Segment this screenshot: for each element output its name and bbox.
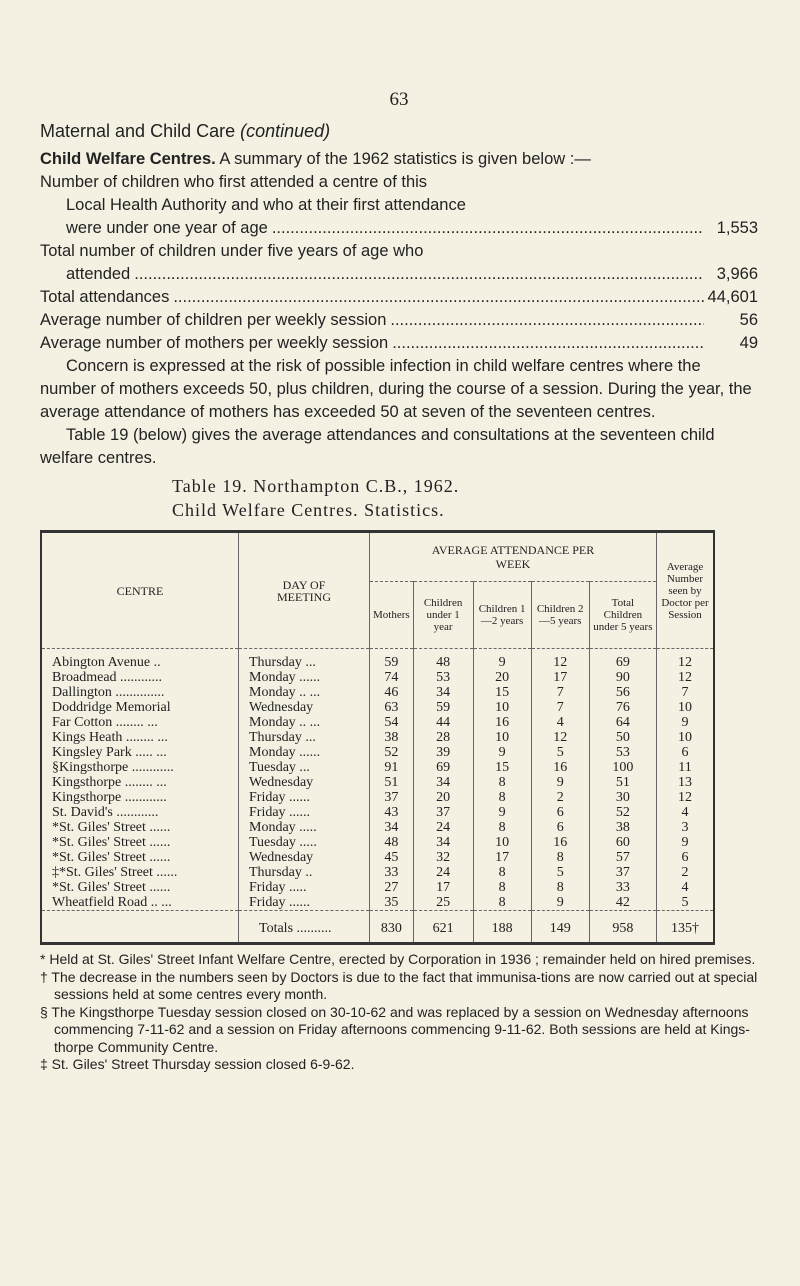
- footnote: † The decrease in the numbers seen by Doctors is due to the fact that immunisa-tions are now carried out at special sessions held at some centres every month.: [40, 968, 758, 1002]
- value-cell: 3: [657, 820, 715, 835]
- stat-line: [40, 194, 758, 217]
- value-cell: 90: [589, 670, 656, 685]
- centre-cell: Doddridge Memorial: [41, 700, 239, 715]
- value-cell: 51: [589, 775, 656, 790]
- value-cell: 6: [531, 805, 589, 820]
- value-cell: 9: [473, 805, 531, 820]
- stat-line: [40, 171, 758, 194]
- value-cell: 59: [413, 700, 473, 715]
- table-row: [41, 715, 714, 730]
- value-cell: 46: [370, 685, 414, 700]
- header-1-2: Children 1—2 years: [473, 582, 531, 649]
- value-cell: 10: [473, 730, 531, 745]
- stats-list: [40, 171, 758, 355]
- table-row: [41, 790, 714, 805]
- value-cell: 34: [413, 685, 473, 700]
- value-cell: 39: [413, 745, 473, 760]
- page-number: 63: [389, 89, 409, 110]
- footnote: § The Kingsthorpe Tuesday session closed on 30-10-62 and was replaced by a session on Wednesday afternoons commencing 7-11-62 and a session on Friday afternoons commencing 9-11-62. Both sessions are held at Kings-thorpe Community Centre.: [40, 1003, 750, 1055]
- value-cell: 12: [657, 649, 715, 671]
- value-cell: 20: [473, 670, 531, 685]
- value-cell: 12: [531, 730, 589, 745]
- centre-cell: Dallington ..............: [41, 685, 239, 700]
- value-cell: 54: [370, 715, 414, 730]
- stat-line: [40, 217, 758, 240]
- value-cell: 52: [589, 805, 656, 820]
- intro: [40, 148, 758, 171]
- header-mothers: Mothers: [370, 582, 414, 649]
- day-cell: Friday ......: [239, 895, 370, 911]
- centre-cell: Far Cotton ........ ...: [41, 715, 239, 730]
- stat-label: attended: [66, 265, 131, 283]
- value-cell: 6: [657, 745, 715, 760]
- value-cell: 16: [531, 835, 589, 850]
- value-cell: 34: [413, 835, 473, 850]
- statistics-table: [40, 530, 715, 945]
- heading-text: Maternal and Child Care: [40, 121, 236, 141]
- day-cell: Monday .....: [239, 820, 370, 835]
- header-2-5: Children 2—5 years: [531, 582, 589, 649]
- table-row: [41, 760, 714, 775]
- value-cell: 7: [531, 685, 589, 700]
- day-cell: Tuesday ...: [239, 760, 370, 775]
- footnote: * Held at St. Giles' Street Infant Welfare Centre, erected by Corporation in 1936 ; remainder held on hired premises.: [40, 951, 756, 967]
- value-cell: 60: [589, 835, 656, 850]
- totals-cell: 188: [473, 911, 531, 944]
- header-day: DAY OF MEETING: [239, 532, 370, 649]
- leader-dots: [134, 263, 704, 286]
- stat-label: Total attendances: [40, 288, 170, 306]
- centre-cell: §Kingsthorpe ............: [41, 760, 239, 775]
- value-cell: 28: [413, 730, 473, 745]
- value-cell: 15: [473, 685, 531, 700]
- value-cell: 11: [657, 760, 715, 775]
- stat-label: were under one year of age: [66, 219, 268, 237]
- centre-cell: *St. Giles' Street ......: [41, 835, 239, 850]
- leader-dots: [392, 332, 704, 355]
- centre-cell: ‡*St. Giles' Street ......: [41, 865, 239, 880]
- totals-cell: 621: [413, 911, 473, 944]
- value-cell: 10: [657, 730, 715, 745]
- day-cell: Wednesday: [239, 700, 370, 715]
- value-cell: 25: [413, 895, 473, 911]
- value-cell: 12: [657, 790, 715, 805]
- stat-line: [40, 240, 758, 263]
- day-cell: Wednesday: [239, 775, 370, 790]
- table-row: [41, 850, 714, 865]
- value-cell: 59: [370, 649, 414, 671]
- value-cell: 100: [589, 760, 656, 775]
- value-cell: 7: [531, 700, 589, 715]
- value-cell: 34: [413, 775, 473, 790]
- value-cell: 53: [589, 745, 656, 760]
- value-cell: 37: [370, 790, 414, 805]
- value-cell: 33: [589, 880, 656, 895]
- value-cell: 10: [473, 700, 531, 715]
- stat-line: [40, 286, 758, 309]
- day-cell: Thursday ..: [239, 865, 370, 880]
- stat-label: Average number of mothers per weekly session: [40, 334, 389, 352]
- stat-value: 49: [739, 334, 758, 352]
- day-cell: Friday .....: [239, 880, 370, 895]
- value-cell: 9: [657, 835, 715, 850]
- value-cell: 16: [531, 760, 589, 775]
- value-cell: 8: [531, 850, 589, 865]
- footnotes: [40, 951, 758, 1074]
- paragraph-1: Concern is expressed at the risk of possible infection in child welfare centres where the number of mothers exceeds 50, plus children, during the course of a session. During the year, the average attendance of mothers has exceeded 50 at seven of the seventeen centres.: [40, 357, 752, 421]
- table-row: [41, 895, 714, 911]
- value-cell: 13: [657, 775, 715, 790]
- value-cell: 44: [413, 715, 473, 730]
- value-cell: 4: [657, 880, 715, 895]
- leader-dots: [390, 309, 704, 332]
- value-cell: 5: [657, 895, 715, 911]
- centre-cell: *St. Giles' Street ......: [41, 850, 239, 865]
- header-under1: Children under 1 year: [413, 582, 473, 649]
- stat-line: [40, 263, 758, 286]
- value-cell: 8: [473, 865, 531, 880]
- intro-bold: Child Welfare Centres.: [40, 150, 216, 168]
- value-cell: 33: [370, 865, 414, 880]
- value-cell: 64: [589, 715, 656, 730]
- paragraph-2: Table 19 (below) gives the average attendances and consultations at the seventeen child welfare centres.: [40, 426, 715, 467]
- value-cell: 12: [531, 649, 589, 671]
- value-cell: 45: [370, 850, 414, 865]
- value-cell: 53: [413, 670, 473, 685]
- value-cell: 63: [370, 700, 414, 715]
- centre-cell: Wheatfield Road .. ...: [41, 895, 239, 911]
- stat-label: Total number of children under five years of age who: [40, 242, 424, 260]
- value-cell: 9: [473, 745, 531, 760]
- day-cell: Friday ......: [239, 790, 370, 805]
- value-cell: 8: [473, 775, 531, 790]
- value-cell: 2: [531, 790, 589, 805]
- value-cell: 8: [473, 880, 531, 895]
- stat-value: 1,553: [716, 219, 758, 237]
- table-row: [41, 745, 714, 760]
- value-cell: 17: [531, 670, 589, 685]
- stat-line: [40, 309, 758, 332]
- value-cell: 27: [370, 880, 414, 895]
- footnote: ‡ St. Giles' Street Thursday session closed 6-9-62.: [40, 1056, 355, 1072]
- value-cell: 91: [370, 760, 414, 775]
- table-title: Table 19. Northampton C.B., 1962.: [172, 476, 460, 496]
- value-cell: 10: [473, 835, 531, 850]
- stat-label: Local Health Authority and who at their first attendance: [66, 196, 466, 214]
- value-cell: 37: [589, 865, 656, 880]
- value-cell: 12: [657, 670, 715, 685]
- value-cell: 69: [413, 760, 473, 775]
- value-cell: 74: [370, 670, 414, 685]
- day-cell: Thursday ...: [239, 730, 370, 745]
- value-cell: 6: [531, 820, 589, 835]
- value-cell: 10: [657, 700, 715, 715]
- table-row: [41, 649, 714, 671]
- value-cell: 42: [589, 895, 656, 911]
- totals-row: [41, 911, 714, 944]
- value-cell: 37: [413, 805, 473, 820]
- value-cell: 4: [657, 805, 715, 820]
- heading-suffix: (continued): [240, 121, 331, 141]
- intro-rest: A summary of the 1962 statistics is given below :—: [215, 150, 591, 168]
- table-row: [41, 670, 714, 685]
- value-cell: 9: [473, 649, 531, 671]
- table-subtitle: Child Welfare Centres. Statistics.: [172, 500, 445, 520]
- value-cell: 5: [531, 745, 589, 760]
- value-cell: 4: [531, 715, 589, 730]
- value-cell: 2: [657, 865, 715, 880]
- day-cell: Monday ......: [239, 670, 370, 685]
- value-cell: 8: [473, 895, 531, 911]
- value-cell: 24: [413, 865, 473, 880]
- centre-cell: Kingsley Park ..... ...: [41, 745, 239, 760]
- stat-label: Number of children who first attended a centre of this: [40, 173, 428, 191]
- centre-cell: Kingsthorpe ............: [41, 790, 239, 805]
- centre-cell: *St. Giles' Street ......: [41, 820, 239, 835]
- day-cell: Monday ......: [239, 745, 370, 760]
- centre-cell: St. David's ............: [41, 805, 239, 820]
- table-row: [41, 880, 714, 895]
- day-cell: Friday ......: [239, 805, 370, 820]
- table-row: [41, 835, 714, 850]
- value-cell: 30: [589, 790, 656, 805]
- value-cell: 57: [589, 850, 656, 865]
- table-row: [41, 820, 714, 835]
- table-row: [41, 865, 714, 880]
- centre-cell: Kingsthorpe ........ ...: [41, 775, 239, 790]
- table-row: [41, 805, 714, 820]
- value-cell: 32: [413, 850, 473, 865]
- value-cell: 52: [370, 745, 414, 760]
- value-cell: 48: [413, 649, 473, 671]
- value-cell: 8: [473, 820, 531, 835]
- value-cell: 17: [473, 850, 531, 865]
- totals-label: Totals ..........: [239, 911, 370, 944]
- totals-cell: 135†: [657, 911, 715, 944]
- day-cell: Tuesday .....: [239, 835, 370, 850]
- value-cell: 5: [531, 865, 589, 880]
- totals-cell: 149: [531, 911, 589, 944]
- header-total: Total Children under 5 years: [589, 582, 656, 649]
- stat-line: [40, 332, 758, 355]
- value-cell: 35: [370, 895, 414, 911]
- header-centre: CENTRE: [41, 532, 239, 649]
- table-row: [41, 700, 714, 715]
- value-cell: 76: [589, 700, 656, 715]
- value-cell: 24: [413, 820, 473, 835]
- stat-value: 3,966: [716, 265, 758, 283]
- centre-cell: Abington Avenue ..: [41, 649, 239, 671]
- value-cell: 38: [589, 820, 656, 835]
- value-cell: 9: [531, 775, 589, 790]
- value-cell: 17: [413, 880, 473, 895]
- value-cell: 56: [589, 685, 656, 700]
- value-cell: 48: [370, 835, 414, 850]
- table-row: [41, 685, 714, 700]
- value-cell: 15: [473, 760, 531, 775]
- leader-dots: [272, 217, 704, 240]
- totals-cell: 830: [370, 911, 414, 944]
- value-cell: 8: [531, 880, 589, 895]
- stat-label: Average number of children per weekly session: [40, 311, 387, 329]
- table-row: [41, 775, 714, 790]
- value-cell: 9: [657, 715, 715, 730]
- day-cell: Monday .. ...: [239, 715, 370, 730]
- totals-cell: 958: [589, 911, 656, 944]
- header-doctor: Average Number seen by Doctor per Session: [657, 532, 715, 649]
- summary-block: [40, 148, 758, 470]
- centre-cell: *St. Giles' Street ......: [41, 880, 239, 895]
- totals-cell: [41, 911, 239, 944]
- header-average-attendance: AVERAGE ATTENDANCE PER WEEK: [370, 532, 657, 582]
- value-cell: 9: [531, 895, 589, 911]
- value-cell: 34: [370, 820, 414, 835]
- value-cell: 69: [589, 649, 656, 671]
- section-heading: [40, 118, 758, 144]
- leader-dots: [173, 286, 703, 309]
- stat-value: 44,601: [707, 288, 758, 306]
- centre-cell: Kings Heath ........ ...: [41, 730, 239, 745]
- day-cell: Wednesday: [239, 850, 370, 865]
- value-cell: 51: [370, 775, 414, 790]
- table-row: [41, 730, 714, 745]
- stat-value: 56: [739, 311, 758, 329]
- value-cell: 16: [473, 715, 531, 730]
- value-cell: 43: [370, 805, 414, 820]
- value-cell: 20: [413, 790, 473, 805]
- value-cell: 38: [370, 730, 414, 745]
- value-cell: 7: [657, 685, 715, 700]
- day-cell: Monday .. ...: [239, 685, 370, 700]
- value-cell: 50: [589, 730, 656, 745]
- value-cell: 6: [657, 850, 715, 865]
- value-cell: 8: [473, 790, 531, 805]
- day-cell: Thursday ...: [239, 649, 370, 671]
- centre-cell: Broadmead ............: [41, 670, 239, 685]
